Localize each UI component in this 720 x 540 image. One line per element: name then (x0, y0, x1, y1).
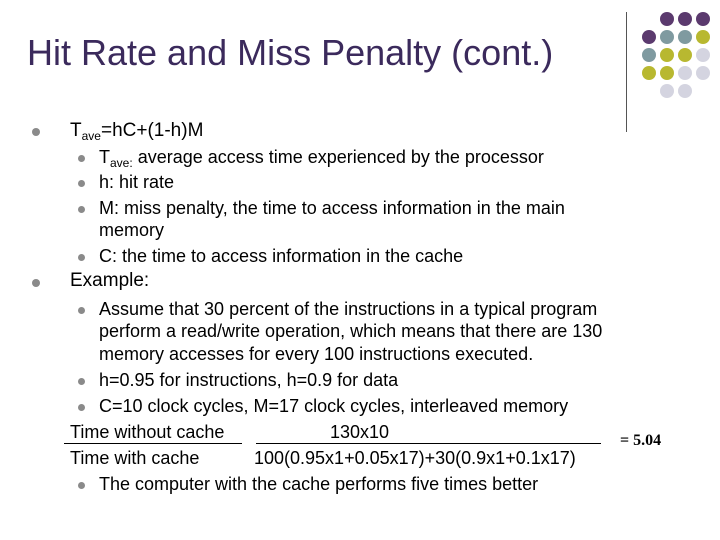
decorative-dot (660, 84, 674, 98)
fraction-line-left (64, 443, 242, 444)
decorative-dot (642, 30, 656, 44)
definition-tave: $T_{ave:}$ average access time experienced by the processor (99, 147, 544, 170)
example-assume-line1: Assume that 30 percent of the instructions in a typical program (99, 299, 598, 319)
definition-c: C: the time to access information in the cache (99, 246, 464, 266)
example-hit-rates: h=0.95 for instructions, h=0.9 for data (99, 370, 399, 390)
example-assume-line2: perform a read/write operation, which means that there are 130 (99, 321, 603, 341)
fraction-numerator-value: 130x10 (330, 422, 390, 442)
decorative-dot (660, 48, 674, 62)
decorative-dot (696, 12, 710, 26)
example-assume-line3: memory accesses for every 100 instructions executed. (99, 344, 534, 364)
bullet-icon (78, 378, 85, 385)
formula-line: $T_{ave}=hC+(1-h)M$ (70, 120, 204, 143)
bullet-icon (78, 206, 85, 213)
decorative-dot (678, 30, 692, 44)
definition-m-line2: memory (99, 220, 165, 240)
bullet-icon (78, 482, 85, 489)
fraction-result: = 5.04 (620, 432, 662, 449)
bullet-icon (78, 404, 85, 411)
example-label: Example: (70, 270, 150, 291)
definition-m-line1: M: miss penalty, the time to access information in the main (99, 198, 565, 218)
decorative-dot (660, 66, 674, 80)
decorative-dot (642, 66, 656, 80)
fraction-line-right (256, 443, 601, 444)
bullet-icon (32, 128, 40, 136)
bullet-icon (78, 155, 85, 162)
fraction-numerator-label: Time without cache (70, 422, 225, 442)
decorative-dot (696, 30, 710, 44)
fraction-denominator-label: Time with cache (70, 448, 200, 468)
fraction-denominator-value: 100(0.95x1+0.05x17)+30(0.9x1+0.1x17) (254, 448, 576, 468)
decorative-dot (660, 12, 674, 26)
decorative-dot (678, 66, 692, 80)
bullet-icon (32, 279, 40, 287)
decorative-dot (642, 48, 656, 62)
decorative-dot (678, 84, 692, 98)
definition-h: h: hit rate (99, 172, 175, 192)
decorative-dot (678, 48, 692, 62)
decorative-dot (678, 12, 692, 26)
bullet-icon (78, 254, 85, 261)
bullet-icon (78, 180, 85, 187)
decorative-dot (696, 48, 710, 62)
bullet-icon (78, 307, 85, 314)
example-conclusion: The computer with the cache performs five times better (99, 474, 539, 494)
slide-title: Hit Rate and Miss Penalty (cont.) (27, 32, 554, 73)
decorative-dot (660, 30, 674, 44)
title-divider-line (626, 12, 627, 132)
decorative-dot (696, 66, 710, 80)
example-cycles: C=10 clock cycles, M=17 clock cycles, interleaved memory (99, 396, 569, 416)
